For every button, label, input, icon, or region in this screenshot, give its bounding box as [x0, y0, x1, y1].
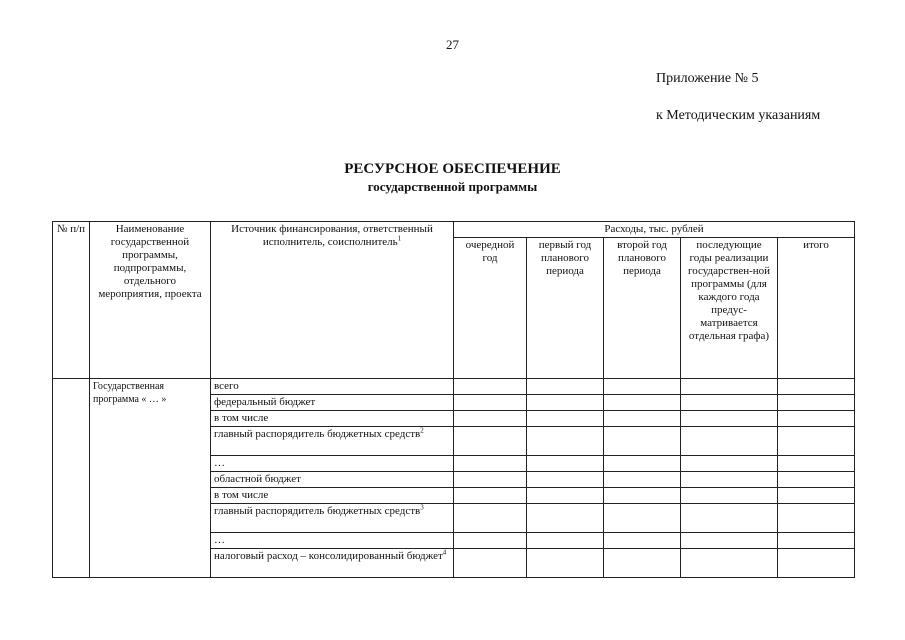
appendix-subtitle: к Методическим указаниям — [656, 108, 821, 123]
header-expense-col: второй год планового периода — [604, 238, 681, 379]
page-number: 27 — [446, 37, 459, 52]
header-expense-col: первый год планового периода — [527, 238, 604, 379]
source-text: в том числе — [214, 412, 269, 424]
source-text: главный распорядитель бюджетных средств — [214, 428, 421, 440]
source-text: федеральный бюджет — [214, 396, 316, 408]
source-cell — [211, 488, 454, 504]
program-name-cell: Государственная программа « … » — [90, 379, 211, 578]
source-cell — [211, 456, 454, 472]
source-cell — [211, 504, 454, 533]
header-source-text: Источник финансирования, ответственный исполнитель, соисполнитель — [231, 223, 433, 248]
footnote-marker: 1 — [397, 234, 402, 243]
source-cell — [211, 411, 454, 427]
footnote-marker: 2 — [420, 426, 424, 435]
source-text: налоговый расход – консолидированный бюджет — [214, 550, 443, 562]
source-text: областной бюджет — [214, 473, 301, 485]
header-expense-col: очередной год — [454, 238, 527, 379]
table-row — [53, 379, 855, 395]
source-text: в том числе — [214, 489, 269, 501]
source-cell — [211, 379, 454, 395]
header-expense-col: последующие годы реализации государствен-ной программы (для каждого года предус-матривается отдельная графа) — [681, 238, 778, 379]
header-expenses: Расходы, тыс. рублей — [454, 222, 855, 238]
source-text: главный распорядитель бюджетных средств — [214, 505, 421, 517]
document-title: РЕСУРСНОЕ ОБЕСПЕЧЕНИЕ — [344, 161, 561, 177]
document-subtitle: государственной программы — [367, 179, 538, 194]
header-num: № п/п — [53, 222, 90, 379]
header-expense-col: итого — [778, 238, 855, 379]
resource-table — [52, 221, 855, 578]
cell-num — [53, 379, 90, 578]
source-cell — [211, 472, 454, 488]
source-cell — [211, 533, 454, 549]
appendix-label: Приложение № 5 — [656, 71, 759, 86]
source-text: всего — [214, 380, 239, 392]
header-source — [211, 222, 454, 379]
source-cell — [211, 395, 454, 411]
source-text: … — [214, 457, 225, 469]
source-cell — [211, 549, 454, 578]
header-name: Наименование государственной программы, подпрограммы, отдельного мероприятия, проекта — [90, 222, 211, 379]
footnote-marker: 3 — [420, 503, 424, 512]
source-text: … — [214, 534, 225, 546]
footnote-marker: 4 — [442, 548, 447, 557]
source-cell — [211, 427, 454, 456]
